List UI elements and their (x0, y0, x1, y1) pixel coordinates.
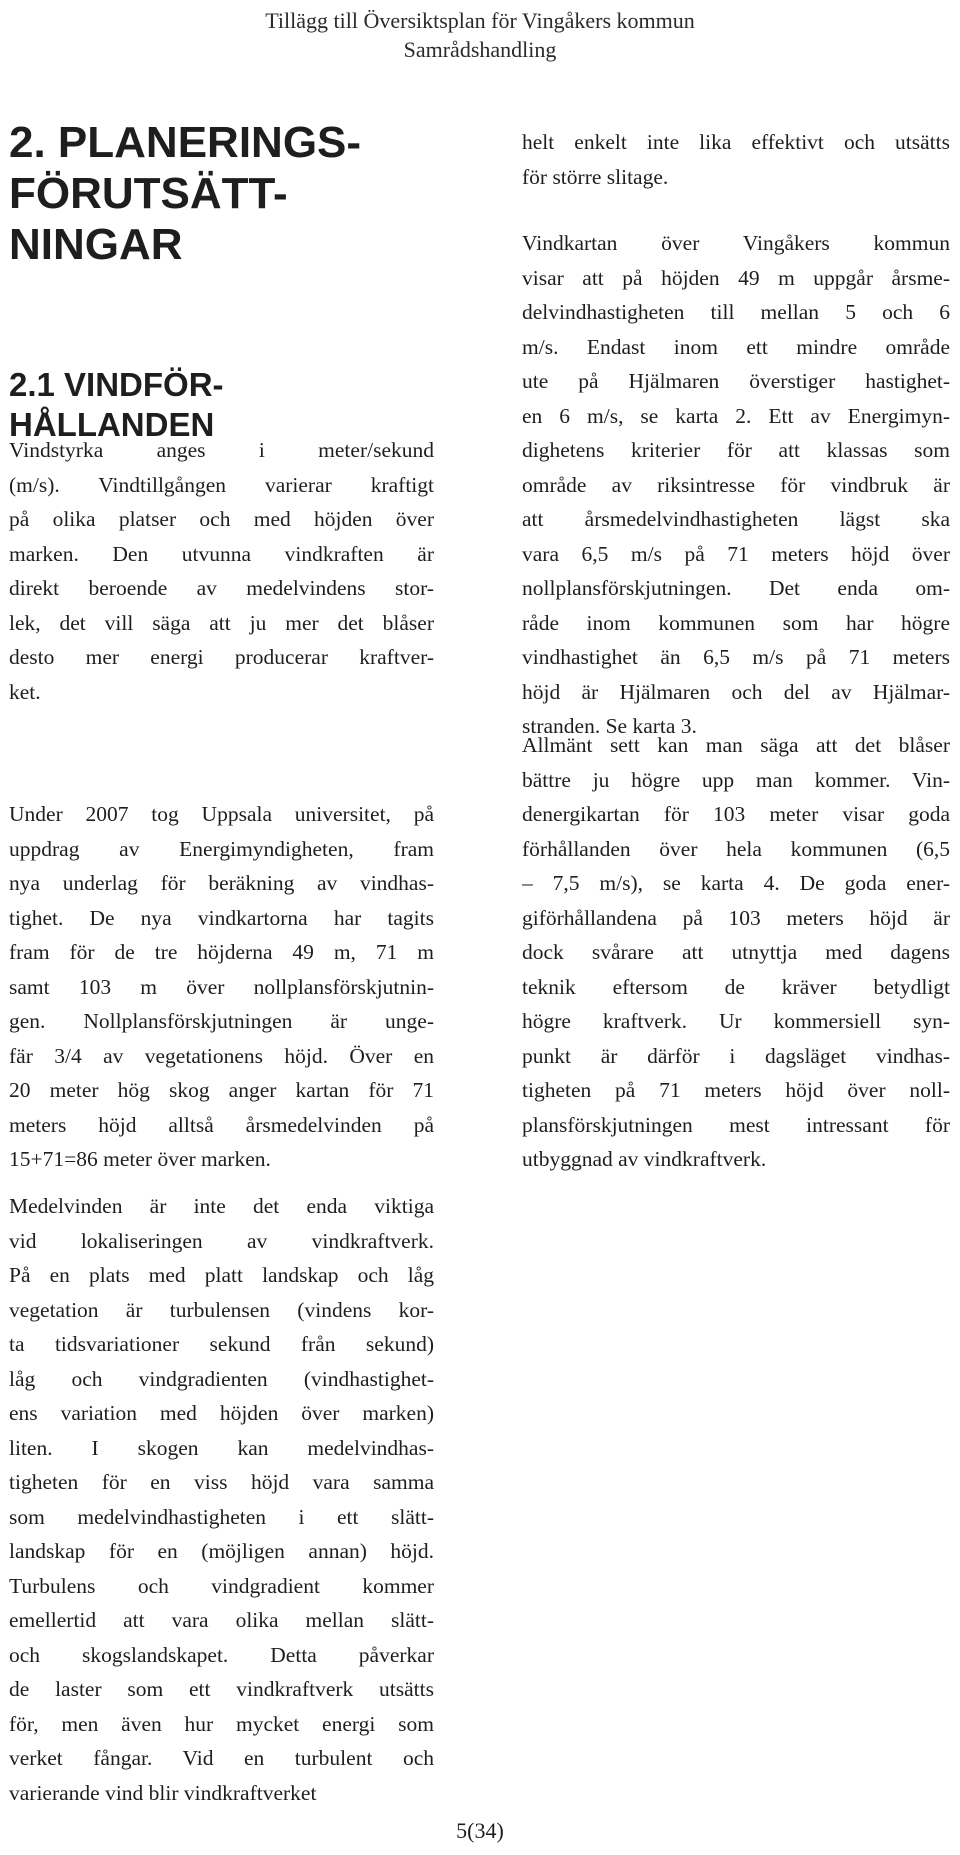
paragraph-line: vegetation är turbulensen (vindens kor- (9, 1297, 434, 1322)
paragraph-line: ket. (9, 679, 41, 704)
chapter-heading (9, 117, 429, 270)
paragraph-line: ute på Hjälmaren överstiger hastighet- (522, 369, 950, 393)
paragraph-line: tigheten för en viss höjd vara samma (9, 1470, 434, 1494)
page-number: 5(34) (456, 1818, 504, 1843)
section-heading-line: 2.1 VINDFÖR- (9, 366, 224, 403)
paragraph-line: direkt beroende av medelvindens stor- (9, 576, 434, 600)
paragraph-line: punkt är därför i dagsläget vindhas- (522, 1043, 950, 1068)
paragraph-line: (m/s). Vindtillgången varierar kraftigt (9, 472, 434, 497)
paragraph-line: bättre ju högre upp man kommer. Vin- (522, 767, 950, 792)
paragraph-line: verket fångar. Vid en turbulent och (9, 1746, 434, 1770)
paragraph-line: vid lokaliseringen av vindkraftverk. (9, 1228, 434, 1253)
paragraph-line: som medelvindhastigheten i ett slätt- (9, 1504, 434, 1529)
paragraph-line: utbyggnad av vindkraftverk. (522, 1147, 767, 1171)
paragraph-line: och skogslandskapet. Detta påverkar (9, 1642, 434, 1667)
paragraph-line: plansförskjutningen mest intressant för (522, 1112, 950, 1137)
paragraph-line: Allmänt sett kan man säga att det blåser (522, 733, 950, 757)
paragraph-line: tigheten på 71 meters höjd över noll- (522, 1078, 950, 1102)
paragraph-line: högre kraftverk. Ur kommersiell syn- (522, 1009, 950, 1033)
paragraph-line: fär 3/4 av vegetationens höjd. Över en (9, 1043, 434, 1068)
paragraph-line: liten. I skogen kan medelvindhas- (9, 1435, 434, 1460)
paragraph-line: nya underlag för beräkning av vindhas- (9, 871, 434, 895)
paragraph-line: område av riksintresse för vindbruk är (522, 472, 950, 497)
paragraph-line: 20 meter hög skog anger kartan för 71 (9, 1078, 434, 1102)
paragraph-turbulence (9, 1189, 434, 1810)
running-header (0, 6, 960, 64)
paragraph-line: På en plats med platt landskap och låg (9, 1263, 434, 1287)
paragraph-line: varierande vind blir vindkraftverket (9, 1780, 317, 1805)
paragraph-wind-units (9, 433, 434, 709)
paragraph-higher-altitudes (522, 728, 950, 1177)
header-document-status: Samrådshandling (403, 37, 557, 62)
paragraph-line: delvindhastigheten till mellan 5 och 6 (522, 300, 950, 324)
paragraph-line: gen. Nollplansförskjutningen är unge- (9, 1009, 434, 1033)
paragraph-line: dock svårare att utnyttja med dagens (522, 940, 950, 964)
paragraph-line: höjd är Hjälmaren och del av Hjälmar- (522, 679, 950, 704)
paragraph-line: på olika platser och med höjden över (9, 507, 434, 531)
paragraph-line: visar att på höjden 49 m uppgår årsme- (522, 265, 950, 290)
chapter-heading-line: FÖRUTSÄTT- (9, 169, 288, 218)
paragraph-line: att årsmedelvindhastigheten lägst ska (522, 507, 950, 531)
chapter-heading-line: NINGAR (9, 220, 183, 269)
paragraph-line: samt 103 m över nollplansförskjutnin- (9, 974, 434, 999)
paragraph-line: vara 6,5 m/s på 71 meters höjd över (522, 541, 950, 566)
paragraph-line: Medelvinden är inte det enda viktiga (9, 1194, 434, 1218)
paragraph-line: 15+71=86 meter över marken. (9, 1147, 271, 1171)
paragraph-line: ens variation med höjden över marken) (9, 1401, 434, 1425)
paragraph-line: förhållanden över hela kommunen (6,5 (522, 836, 950, 861)
section-heading-line: HÅLLANDEN (9, 406, 215, 443)
paragraph-line: desto mer energi producerar kraftver- (9, 645, 434, 669)
paragraph-line: Vindkartan över Vingåkers kommun (522, 231, 950, 255)
paragraph-line: en 6 m/s, se karta 2. Ett av Energimyn- (522, 403, 950, 428)
paragraph-line: teknik eftersom de kräver betydligt (522, 974, 950, 999)
header-document-title: Tillägg till Översiktsplan för Vingåkers kommun (265, 8, 695, 33)
paragraph-line: lek, det vill säga att ju mer det blåser (9, 610, 434, 635)
chapter-heading-line: 2. PLANERINGS- (9, 118, 362, 167)
paragraph-line: låg och vindgradienten (vindhastighet- (9, 1366, 434, 1391)
paragraph-line: stranden. Se karta 3. (522, 714, 697, 738)
paragraph-line: Under 2007 tog Uppsala universitet, på (9, 802, 434, 826)
paragraph-line: dighetens kriterier för att klassas som (522, 438, 950, 462)
paragraph-line: helt enkelt inte lika effektivt och utsätts (522, 130, 950, 154)
paragraph-turbulence-continued (522, 125, 950, 194)
paragraph-line: tighet. De nya vindkartorna har tagits (9, 905, 434, 930)
paragraph-line: meters höjd alltså årsmedelvinden på (9, 1112, 434, 1137)
paragraph-line: m/s. Endast inom ett mindre område (522, 334, 950, 359)
paragraph-line: uppdrag av Energimyndigheten, fram (9, 836, 434, 861)
paragraph-line: landskap för en (möjligen annan) höjd. (9, 1539, 434, 1563)
paragraph-wind-maps (9, 797, 434, 1177)
paragraph-line: – 7,5 m/s), se karta 4. De goda ener- (522, 871, 950, 895)
paragraph-line: fram för de tre höjderna 49 m, 71 m (9, 940, 434, 964)
paragraph-line: för, men även hur mycket energi som (9, 1711, 434, 1736)
paragraph-line: vindhastighet än 6,5 m/s på 71 meters (522, 645, 950, 669)
paragraph-line: Turbulens och vindgradient kommer (9, 1573, 434, 1598)
paragraph-line: de laster som ett vindkraftverk utsätts (9, 1677, 434, 1701)
paragraph-line: Vindstyrka anges i meter/sekund (9, 438, 434, 462)
paragraph-line: emellertid att vara olika mellan slätt- (9, 1608, 434, 1632)
paragraph-line: denergikartan för 103 meter visar goda (522, 802, 950, 826)
paragraph-line: för större slitage. (522, 164, 669, 189)
paragraph-line: nollplansförskjutningen. Det enda om- (522, 576, 950, 600)
paragraph-line: råde inom kommunen som har högre (522, 610, 950, 635)
paragraph-line: giförhållandena på 103 meters höjd är (522, 905, 950, 930)
paragraph-line: marken. Den utvunna vindkraften är (9, 541, 434, 566)
paragraph-line: ta tidsvariationer sekund från sekund) (9, 1332, 434, 1356)
paragraph-municipal-wind-map (522, 226, 950, 744)
